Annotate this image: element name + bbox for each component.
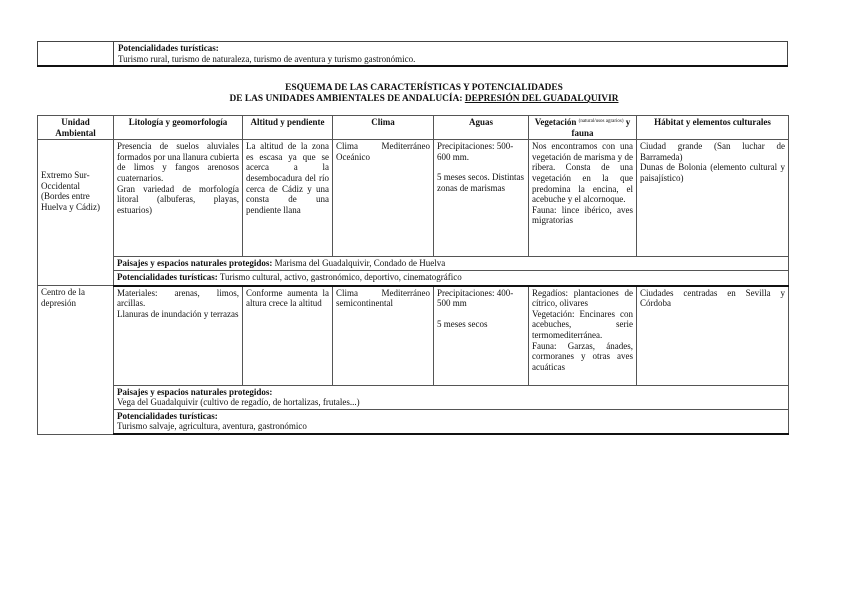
cell-text: y fauna: [571, 117, 631, 138]
cell-text: (natural/usos agrarios): [578, 119, 624, 124]
potencialidades-cell: [114, 42, 788, 67]
potencialidades-cell: [114, 271, 789, 286]
title-line-2: [0, 94, 848, 105]
cell-text: Turismo salvaje, agricultura, aventura, gastronómico: [117, 421, 307, 432]
header-clima: Clima: [333, 116, 434, 140]
cell-text: Vega del Guadalquivir (cultivo de regadío, de hortalizas, frutales...): [117, 397, 360, 408]
paisajes-row: [38, 385, 789, 409]
cell-text: Potencialidades turísticas:: [117, 410, 218, 421]
clima-cell: Clima Mediterráneo Oceánico: [333, 140, 434, 257]
cell-text: Fauna: lince ibérico, aves migratorias: [532, 204, 633, 226]
cell-text: Dunas de Bolonia (elemento cultural y paisajístico): [640, 162, 785, 183]
cell-text: Ciudades centradas en Sevilla y Córdoba: [640, 287, 785, 309]
litologia-cell: [114, 286, 243, 386]
habitat-cell: [637, 140, 789, 257]
paisajes-cell: [114, 385, 789, 409]
cell-text: Llanuras de inundación y terrazas: [117, 308, 239, 319]
header-habitat: Hábitat y elementos culturales: [637, 116, 789, 140]
unidad-cell: Centro de la depresión: [38, 286, 114, 434]
units-table: [37, 115, 789, 435]
potencialidades-row: [38, 409, 789, 434]
litologia-cell: [114, 140, 243, 257]
cell-text: Presencia de suelos aluviales formados por una llanura cubierta de limos y fangos arenosos cuaternarios.: [117, 141, 239, 183]
vegetacion-cell: [529, 286, 637, 386]
cell-text: Precipitaciones: 400-500 mm: [437, 287, 514, 309]
vegetacion-cell: [529, 140, 637, 257]
empty-cell: [38, 42, 114, 67]
altitud-cell: Conforme aumenta la altura crece la altitud: [243, 286, 333, 386]
potencialidades-row: [38, 271, 789, 286]
habitat-cell: [637, 286, 789, 386]
cell-text: 5 meses secos: [437, 318, 488, 329]
cell-text: Nos encontramos con una vegetación de marisma y de ribera. Consta de una vegetación en la que predomina la encina, el acebuche y el alcornoque.: [532, 141, 633, 205]
potencialidades-label: Potencialidades turísticas:: [118, 43, 219, 53]
cell-text: Paisajes y espacios naturales protegidos:: [117, 386, 273, 397]
table-row: [38, 286, 789, 386]
cell-text: Ciudad grande (San luchar de Barrameda): [640, 141, 785, 162]
altitud-cell: La altitud de la zona es escasa ya que se acerca a la desembocadura del río cerca de Cádiz y una consta de una pendiente llana: [243, 140, 333, 257]
clima-cell: Clima Mediterráneo semicontinental: [333, 286, 434, 386]
previous-table-fragment: [37, 41, 788, 67]
header-aguas: Aguas: [434, 116, 529, 140]
potencialidades-text: Turismo rural, turismo de naturaleza, turismo de aventura y turismo gastronómico.: [118, 53, 416, 64]
header-altitud: Altitud y pendiente: [243, 116, 333, 140]
paisajes-cell: [114, 257, 789, 271]
header-vegetacion: [529, 116, 637, 140]
cell-text: DE LAS UNIDADES AMBIENTALES DE ANDALUCÍA:: [229, 94, 465, 104]
cell-text: Vegetación: [534, 117, 577, 127]
cell-text: Paisajes y espacios naturales protegidos:: [117, 258, 273, 269]
cell-text: Turismo cultural, activo, gastronómico, deportivo, cinematográfico: [217, 272, 462, 283]
title-underlined: DEPRESIÓN DEL GUADALQUIVIR: [464, 94, 619, 104]
cell-text: Gran variedad de morfología litoral (albuferas, playas, estuarios): [117, 183, 239, 215]
table-row: [38, 140, 789, 257]
document-title: [0, 83, 848, 105]
cell-text: 5 meses secos. Distintas zonas de marismas: [437, 172, 524, 193]
potencialidades-cell: [114, 409, 789, 434]
aguas-cell: [434, 140, 529, 257]
header-litologia: Litología y geomorfología: [114, 116, 243, 140]
unidad-cell: Extremo Sur-Occidental (Bordes entre Huelva y Cádiz): [38, 140, 114, 286]
header-unidad: Unidad Ambiental: [38, 116, 114, 140]
cell-text: Materiales: arenas, limos, arcillas.: [117, 287, 239, 309]
cell-text: Potencialidades turísticas:: [117, 272, 218, 283]
cell-text: Precipitaciones: 500-600 mm.: [437, 141, 514, 162]
aguas-cell: [434, 286, 529, 386]
title-line-1: ESQUEMA DE LAS CARACTERÍSTICAS Y POTENCIALIDADES: [285, 83, 563, 93]
header-row: [38, 116, 789, 140]
cell-text: Regadíos: plantaciones de cítrico, olivares: [532, 287, 633, 309]
cell-text: Vegetación: Encinares con acebuches, serie termomediterránea.: [532, 308, 633, 341]
cell-text: Marisma del Guadalquivir, Condado de Huelva: [272, 258, 446, 269]
paisajes-row: [38, 257, 789, 271]
cell-text: Fauna: Garzas, ánades, cormoranes y otras aves acuáticas: [532, 340, 633, 372]
